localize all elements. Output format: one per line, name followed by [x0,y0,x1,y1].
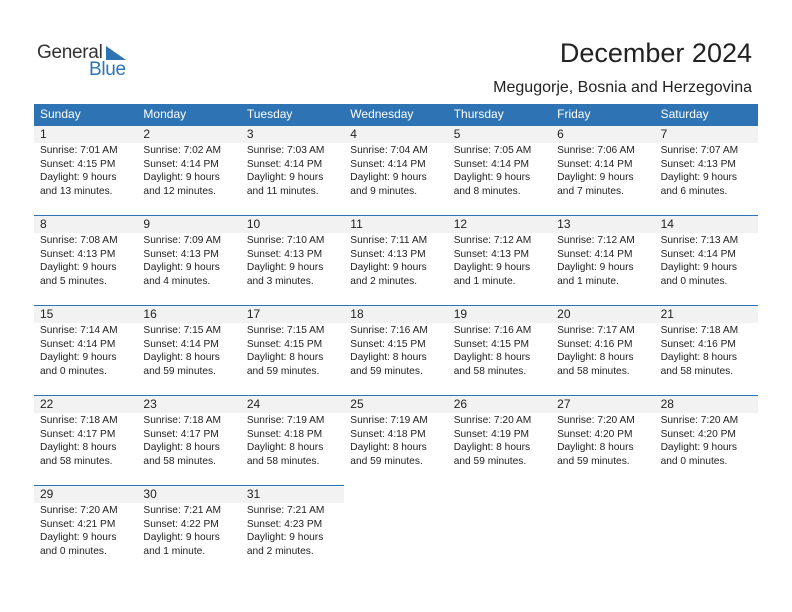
daylight-duration: Daylight: 9 hours [40,532,117,543]
day-details [241,413,344,468]
day-details [655,323,758,378]
calendar-empty-cell [655,485,758,575]
daylight-duration: Daylight: 9 hours [246,172,324,183]
day-details [344,323,447,378]
logo [37,42,147,82]
daylight-duration: and 1 minute. [143,545,206,557]
calendar-day-cell [655,215,758,305]
daylight-duration: and 4 minutes. [143,275,211,287]
daylight-duration: Daylight: 9 hours [660,442,738,453]
sunrise-time: Sunrise: 7:21 AM [143,505,222,516]
day-number [551,485,654,502]
day-number: 18 [344,305,447,323]
day-number: 1 [34,125,137,143]
day-number: 21 [655,305,758,323]
daylight-duration: Daylight: 9 hours [246,262,324,273]
day-number: 4 [344,125,447,143]
calendar-day-cell [448,215,551,305]
daylight-duration: Daylight: 9 hours [557,172,634,183]
weekday-header: Tuesday [246,107,293,121]
day-number: 20 [551,305,654,323]
day-details [655,143,758,198]
day-details [34,143,137,198]
calendar-day-cell [655,305,758,395]
sunset-time: Sunset: 4:21 PM [40,518,116,530]
sunrise-time: Sunrise: 7:17 AM [557,325,635,336]
day-number: 22 [34,395,137,413]
daylight-duration: and 12 minutes. [143,185,216,197]
daylight-duration: and 1 minute. [453,275,516,287]
day-number: 14 [655,215,758,233]
day-number: 23 [137,395,240,413]
daylight-duration: Daylight: 8 hours [453,442,531,453]
day-details [448,413,551,468]
calendar-day-cell [34,125,137,215]
daylight-duration: Daylight: 9 hours [660,172,738,183]
day-details [344,233,447,288]
daylight-duration: and 0 minutes. [40,365,107,377]
daylight-duration: and 58 minutes. [40,455,113,467]
sunrise-time: Sunrise: 7:19 AM [246,415,325,426]
sunset-time: Sunset: 4:14 PM [660,248,736,260]
daylight-duration: Daylight: 9 hours [40,172,117,183]
sunrise-time: Sunrise: 7:15 AM [143,325,222,336]
sunset-time: Sunset: 4:22 PM [143,518,219,530]
calendar-week-row [34,305,758,395]
sunrise-time: Sunrise: 7:11 AM [350,235,428,246]
day-number: 10 [241,215,344,233]
day-number: 16 [137,305,240,323]
calendar-day-cell [241,125,344,215]
sunrise-time: Sunrise: 7:18 AM [40,415,118,426]
daylight-duration: Daylight: 8 hours [143,442,220,453]
sunrise-time: Sunrise: 7:04 AM [350,145,428,156]
sunset-time: Sunset: 4:13 PM [660,158,736,170]
day-number [448,485,551,502]
day-details [34,323,137,378]
calendar-day-cell [655,125,758,215]
daylight-duration: Daylight: 9 hours [40,352,117,363]
sunset-time: Sunset: 4:14 PM [557,248,633,260]
day-details [34,233,137,288]
daylight-duration: Daylight: 9 hours [350,262,427,273]
sunset-time: Sunset: 4:16 PM [557,338,633,350]
daylight-duration: Daylight: 8 hours [246,442,324,453]
daylight-duration: Daylight: 8 hours [453,352,531,363]
day-number: 6 [551,125,654,143]
daylight-duration: and 8 minutes. [453,185,521,197]
sunrise-time: Sunrise: 7:20 AM [557,415,635,426]
daylight-duration: Daylight: 8 hours [350,352,427,363]
sunrise-time: Sunrise: 7:20 AM [40,505,118,516]
daylight-duration: Daylight: 9 hours [660,262,738,273]
day-details [241,323,344,378]
day-details [344,413,447,468]
sunrise-time: Sunrise: 7:20 AM [453,415,532,426]
day-details [34,413,137,468]
sunset-time: Sunset: 4:16 PM [660,338,736,350]
sunset-time: Sunset: 4:14 PM [350,158,426,170]
day-details [551,323,654,378]
daylight-duration: Daylight: 9 hours [246,532,324,543]
sunrise-time: Sunrise: 7:10 AM [246,235,325,246]
calendar-day-cell [551,395,654,485]
sunrise-time: Sunrise: 7:12 AM [557,235,635,246]
day-number: 7 [655,125,758,143]
daylight-duration: Daylight: 9 hours [143,532,220,543]
daylight-duration: Daylight: 8 hours [350,442,427,453]
location-subtitle: Megugorje, Bosnia and Herzegovina [493,79,752,96]
calendar-day-cell [551,125,654,215]
sunset-time: Sunset: 4:15 PM [246,338,323,350]
sunrise-time: Sunrise: 7:21 AM [246,505,325,516]
page-title: December 2024 [559,38,752,68]
sunset-time: Sunset: 4:13 PM [350,248,426,260]
day-number: 15 [34,305,137,323]
day-number: 19 [448,305,551,323]
sunrise-time: Sunrise: 7:16 AM [350,325,428,336]
daylight-duration: and 3 minutes. [246,275,314,287]
day-number: 9 [137,215,240,233]
sunset-time: Sunset: 4:14 PM [557,158,633,170]
calendar-day-cell [241,305,344,395]
daylight-duration: Daylight: 8 hours [660,352,738,363]
sunrise-time: Sunrise: 7:05 AM [453,145,532,156]
calendar-day-cell [448,395,551,485]
sunrise-time: Sunrise: 7:12 AM [453,235,532,246]
daylight-duration: and 5 minutes. [40,275,107,287]
calendar-day-cell [34,215,137,305]
calendar-day-cell [137,125,240,215]
daylight-duration: and 0 minutes. [660,455,728,467]
calendar-day-cell [551,215,654,305]
calendar-day-cell [34,305,137,395]
day-number: 25 [344,395,447,413]
sunset-time: Sunset: 4:15 PM [350,338,426,350]
day-details [344,143,447,198]
sunset-time: Sunset: 4:23 PM [246,518,323,530]
day-number: 24 [241,395,344,413]
calendar-empty-cell [448,485,551,575]
sunrise-time: Sunrise: 7:02 AM [143,145,222,156]
sunrise-time: Sunrise: 7:01 AM [40,145,118,156]
daylight-duration: and 58 minutes. [557,365,630,377]
day-details [448,233,551,288]
day-details [241,143,344,198]
daylight-duration: and 0 minutes. [40,545,107,557]
day-number: 17 [241,305,344,323]
daylight-duration: and 59 minutes. [350,455,423,467]
weekday-header: Monday [143,107,187,121]
weekday-header-row [34,104,758,125]
day-details [34,503,137,558]
daylight-duration: Daylight: 8 hours [557,442,634,453]
daylight-duration: Daylight: 9 hours [143,172,220,183]
weekday-header: Friday [557,107,591,121]
sunset-time: Sunset: 4:14 PM [453,158,530,170]
day-details [551,233,654,288]
sunset-time: Sunset: 4:19 PM [453,428,530,440]
sunrise-time: Sunrise: 7:19 AM [350,415,428,426]
day-number: 11 [344,215,447,233]
calendar-day-cell [344,305,447,395]
daylight-duration: and 7 minutes. [557,185,624,197]
daylight-duration: and 59 minutes. [246,365,320,377]
calendar-empty-cell [551,485,654,575]
sunrise-time: Sunrise: 7:18 AM [143,415,222,426]
calendar-day-cell [137,215,240,305]
calendar-week-row [34,125,758,215]
day-details [241,503,344,558]
day-details [241,233,344,288]
day-details [137,323,240,378]
daylight-duration: and 59 minutes. [143,365,216,377]
weekday-header: Sunday [40,107,81,121]
sunset-time: Sunset: 4:18 PM [246,428,323,440]
daylight-duration: and 59 minutes. [557,455,630,467]
daylight-duration: Daylight: 8 hours [40,442,117,453]
day-details [137,413,240,468]
day-number: 3 [241,125,344,143]
sunset-time: Sunset: 4:17 PM [40,428,116,440]
day-number [655,485,758,502]
day-details [137,143,240,198]
calendar-day-cell [137,485,240,575]
calendar-grid [34,125,758,575]
sunrise-time: Sunrise: 7:09 AM [143,235,222,246]
calendar-day-cell [448,305,551,395]
sunrise-time: Sunrise: 7:20 AM [660,415,739,426]
day-details [551,143,654,198]
sunrise-time: Sunrise: 7:13 AM [660,235,739,246]
sunset-time: Sunset: 4:14 PM [246,158,323,170]
sunset-time: Sunset: 4:20 PM [557,428,633,440]
sunset-time: Sunset: 4:14 PM [40,338,116,350]
calendar-day-cell [448,125,551,215]
sunset-time: Sunset: 4:13 PM [40,248,116,260]
daylight-duration: and 1 minute. [557,275,619,287]
daylight-duration: Daylight: 9 hours [40,262,117,273]
daylight-duration: and 59 minutes. [350,365,423,377]
sunrise-time: Sunrise: 7:07 AM [660,145,739,156]
day-number: 30 [137,485,240,503]
daylight-duration: and 2 minutes. [246,545,314,557]
calendar-day-cell [34,485,137,575]
daylight-duration: and 2 minutes. [350,275,418,287]
day-number: 31 [241,485,344,503]
daylight-duration: Daylight: 9 hours [557,262,634,273]
daylight-duration: and 6 minutes. [660,185,728,197]
sunrise-time: Sunrise: 7:06 AM [557,145,635,156]
day-number: 29 [34,485,137,503]
sunrise-time: Sunrise: 7:14 AM [40,325,118,336]
sunset-time: Sunset: 4:14 PM [143,158,219,170]
daylight-duration: and 59 minutes. [453,455,527,467]
weekday-header: Saturday [660,107,709,121]
day-number: 8 [34,215,137,233]
day-details [551,413,654,468]
daylight-duration: Daylight: 8 hours [557,352,634,363]
sunrise-time: Sunrise: 7:03 AM [246,145,325,156]
calendar-week-row [34,215,758,305]
day-details [448,323,551,378]
sunrise-time: Sunrise: 7:15 AM [246,325,325,336]
daylight-duration: and 11 minutes. [246,185,319,197]
sunset-time: Sunset: 4:13 PM [246,248,323,260]
day-number: 5 [448,125,551,143]
calendar-day-cell [241,395,344,485]
daylight-duration: Daylight: 8 hours [246,352,324,363]
day-details [137,503,240,558]
day-details [655,233,758,288]
daylight-duration: Daylight: 9 hours [453,172,531,183]
day-number: 12 [448,215,551,233]
day-number: 28 [655,395,758,413]
day-details [448,143,551,198]
daylight-duration: and 13 minutes. [40,185,113,197]
calendar-day-cell [344,215,447,305]
daylight-duration: Daylight: 8 hours [143,352,220,363]
sunset-time: Sunset: 4:13 PM [453,248,530,260]
daylight-duration: Daylight: 9 hours [453,262,531,273]
sunrise-time: Sunrise: 7:18 AM [660,325,739,336]
daylight-duration: and 0 minutes. [660,275,728,287]
day-number [344,485,447,502]
calendar-day-cell [137,305,240,395]
day-number: 2 [137,125,240,143]
daylight-duration: and 58 minutes. [453,365,527,377]
sunset-time: Sunset: 4:13 PM [143,248,219,260]
calendar-day-cell [241,485,344,575]
day-details [137,233,240,288]
logo-word-general: General [37,42,103,63]
daylight-duration: and 9 minutes. [350,185,418,197]
weekday-header: Thursday [453,107,504,121]
daylight-duration: and 58 minutes. [143,455,216,467]
daylight-duration: Daylight: 9 hours [350,172,427,183]
day-number: 13 [551,215,654,233]
calendar-day-cell [655,395,758,485]
calendar-day-cell [137,395,240,485]
daylight-duration: Daylight: 9 hours [143,262,220,273]
sunset-time: Sunset: 4:18 PM [350,428,426,440]
calendar-day-cell [34,395,137,485]
sunset-time: Sunset: 4:17 PM [143,428,219,440]
logo-word-blue: Blue [89,59,126,80]
calendar-day-cell [344,125,447,215]
daylight-duration: and 58 minutes. [660,365,734,377]
day-details [655,413,758,468]
daylight-duration: and 58 minutes. [246,455,320,467]
calendar-week-row [34,395,758,485]
sunset-time: Sunset: 4:14 PM [143,338,219,350]
sunset-time: Sunset: 4:15 PM [453,338,530,350]
sunrise-time: Sunrise: 7:16 AM [453,325,532,336]
calendar-day-cell [551,305,654,395]
calendar-week-row [34,485,758,575]
sunrise-time: Sunrise: 7:08 AM [40,235,118,246]
weekday-header: Wednesday [350,107,414,121]
day-number: 27 [551,395,654,413]
day-number: 26 [448,395,551,413]
sunset-time: Sunset: 4:20 PM [660,428,736,440]
calendar-day-cell [241,215,344,305]
sunset-time: Sunset: 4:15 PM [40,158,116,170]
calendar-day-cell [344,395,447,485]
calendar-empty-cell [344,485,447,575]
